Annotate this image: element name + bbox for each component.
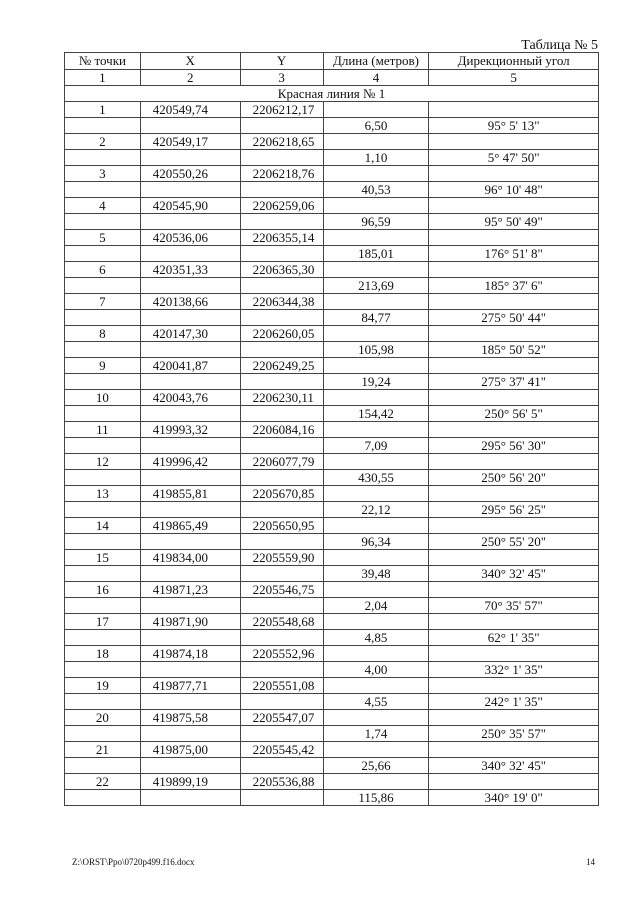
- header-x: X: [140, 53, 240, 70]
- column-number: 4: [323, 70, 429, 86]
- point-row: [65, 550, 599, 566]
- empty-cell: [323, 486, 429, 502]
- segment-length: 1,10: [323, 150, 429, 166]
- empty-cell: [429, 102, 599, 118]
- empty-cell: [429, 646, 599, 662]
- point-x: 419875,00: [140, 742, 240, 758]
- empty-cell: [65, 406, 141, 422]
- point-number: 17: [65, 614, 141, 630]
- empty-cell: [323, 422, 429, 438]
- point-row: [65, 390, 599, 406]
- point-x: 419871,90: [140, 614, 240, 630]
- empty-cell: [429, 486, 599, 502]
- empty-cell: [240, 342, 323, 358]
- point-number: 21: [65, 742, 141, 758]
- point-row: [65, 134, 599, 150]
- point-y: 2205552,96: [240, 646, 323, 662]
- segment-row: [65, 470, 599, 486]
- segment-length: 115,86: [323, 790, 429, 806]
- point-y: 2205536,88: [240, 774, 323, 790]
- point-number: 22: [65, 774, 141, 790]
- empty-cell: [429, 390, 599, 406]
- point-row: [65, 742, 599, 758]
- empty-cell: [429, 454, 599, 470]
- point-x: 420545,90: [140, 198, 240, 214]
- empty-cell: [240, 278, 323, 294]
- empty-cell: [240, 182, 323, 198]
- point-number: 1: [65, 102, 141, 118]
- point-row: [65, 774, 599, 790]
- segment-row: [65, 150, 599, 166]
- empty-cell: [323, 294, 429, 310]
- empty-cell: [65, 374, 141, 390]
- empty-cell: [65, 694, 141, 710]
- header-direction-angle: Дирекционный угол: [429, 53, 599, 70]
- empty-cell: [323, 358, 429, 374]
- point-y: 2206218,76: [240, 166, 323, 182]
- point-x: 419865,49: [140, 518, 240, 534]
- point-y: 2205670,85: [240, 486, 323, 502]
- empty-cell: [240, 534, 323, 550]
- point-x: 420549,17: [140, 134, 240, 150]
- point-number: 8: [65, 326, 141, 342]
- segment-row: [65, 438, 599, 454]
- point-number: 18: [65, 646, 141, 662]
- segment-length: 213,69: [323, 278, 429, 294]
- column-number-row: [65, 70, 599, 86]
- point-number: 15: [65, 550, 141, 566]
- empty-cell: [323, 518, 429, 534]
- empty-cell: [140, 214, 240, 230]
- point-number: 16: [65, 582, 141, 598]
- empty-cell: [140, 630, 240, 646]
- segment-row: [65, 566, 599, 582]
- empty-cell: [429, 230, 599, 246]
- point-row: [65, 358, 599, 374]
- empty-cell: [429, 134, 599, 150]
- footer-file-path: Z:\ORST\Ppo\0720p499.f16.docx: [72, 857, 195, 867]
- empty-cell: [240, 598, 323, 614]
- segment-length: 22,12: [323, 502, 429, 518]
- empty-cell: [429, 550, 599, 566]
- empty-cell: [240, 758, 323, 774]
- empty-cell: [65, 214, 141, 230]
- empty-cell: [323, 102, 429, 118]
- empty-cell: [140, 502, 240, 518]
- segment-angle: 70° 35' 57": [429, 598, 599, 614]
- segment-angle: 242° 1' 35": [429, 694, 599, 710]
- empty-cell: [140, 598, 240, 614]
- point-row: [65, 454, 599, 470]
- segment-row: [65, 630, 599, 646]
- section-title: Красная линия № 1: [65, 86, 599, 102]
- segment-angle: 250° 55' 20": [429, 534, 599, 550]
- segment-length: 154,42: [323, 406, 429, 422]
- point-y: 2205559,90: [240, 550, 323, 566]
- empty-cell: [429, 710, 599, 726]
- empty-cell: [65, 630, 141, 646]
- empty-cell: [240, 470, 323, 486]
- point-y: 2206212,17: [240, 102, 323, 118]
- point-number: 7: [65, 294, 141, 310]
- point-row: [65, 166, 599, 182]
- table-caption: Таблица № 5: [521, 38, 598, 53]
- empty-cell: [429, 262, 599, 278]
- empty-cell: [140, 758, 240, 774]
- point-x: 420041,87: [140, 358, 240, 374]
- point-y: 2206355,14: [240, 230, 323, 246]
- segment-angle: 340° 32' 45": [429, 758, 599, 774]
- point-y: 2206344,38: [240, 294, 323, 310]
- empty-cell: [240, 406, 323, 422]
- point-row: [65, 582, 599, 598]
- point-number: 20: [65, 710, 141, 726]
- segment-row: [65, 118, 599, 134]
- column-number: 2: [140, 70, 240, 86]
- segment-length: 4,55: [323, 694, 429, 710]
- segment-length: 84,77: [323, 310, 429, 326]
- empty-cell: [240, 214, 323, 230]
- table-body: [65, 102, 599, 806]
- column-number: 5: [429, 70, 599, 86]
- empty-cell: [323, 742, 429, 758]
- segment-angle: 185° 50' 52": [429, 342, 599, 358]
- point-number: 19: [65, 678, 141, 694]
- segment-angle: 185° 37' 6": [429, 278, 599, 294]
- segment-row: [65, 374, 599, 390]
- coordinates-table: [64, 52, 599, 806]
- segment-angle: 340° 19' 0": [429, 790, 599, 806]
- empty-cell: [323, 774, 429, 790]
- segment-angle: 332° 1' 35": [429, 662, 599, 678]
- empty-cell: [140, 278, 240, 294]
- segment-length: 105,98: [323, 342, 429, 358]
- segment-length: 1,74: [323, 726, 429, 742]
- point-x: 419993,32: [140, 422, 240, 438]
- empty-cell: [140, 374, 240, 390]
- point-row: [65, 198, 599, 214]
- point-y: 2206077,79: [240, 454, 323, 470]
- point-x: 420549,74: [140, 102, 240, 118]
- point-number: 12: [65, 454, 141, 470]
- segment-length: 25,66: [323, 758, 429, 774]
- empty-cell: [240, 118, 323, 134]
- header-y: Y: [240, 53, 323, 70]
- empty-cell: [323, 454, 429, 470]
- point-number: 9: [65, 358, 141, 374]
- empty-cell: [429, 358, 599, 374]
- point-number: 13: [65, 486, 141, 502]
- point-row: [65, 518, 599, 534]
- empty-cell: [323, 550, 429, 566]
- empty-cell: [65, 246, 141, 262]
- point-y: 2206218,65: [240, 134, 323, 150]
- empty-cell: [429, 422, 599, 438]
- point-y: 2206249,25: [240, 358, 323, 374]
- point-row: [65, 646, 599, 662]
- point-y: 2205650,95: [240, 518, 323, 534]
- point-x: 420147,30: [140, 326, 240, 342]
- point-x: 419871,23: [140, 582, 240, 598]
- empty-cell: [140, 246, 240, 262]
- segment-length: 40,53: [323, 182, 429, 198]
- empty-cell: [65, 534, 141, 550]
- empty-cell: [240, 566, 323, 582]
- point-x: 420550,26: [140, 166, 240, 182]
- point-x: 419877,71: [140, 678, 240, 694]
- point-row: [65, 230, 599, 246]
- segment-row: [65, 214, 599, 230]
- empty-cell: [240, 726, 323, 742]
- empty-cell: [65, 438, 141, 454]
- segment-length: 96,59: [323, 214, 429, 230]
- empty-cell: [65, 310, 141, 326]
- point-x: 419996,42: [140, 454, 240, 470]
- segment-row: [65, 182, 599, 198]
- empty-cell: [240, 246, 323, 262]
- point-y: 2206259,06: [240, 198, 323, 214]
- point-y: 2206260,05: [240, 326, 323, 342]
- segment-length: 7,09: [323, 438, 429, 454]
- empty-cell: [65, 150, 141, 166]
- empty-cell: [429, 518, 599, 534]
- column-number: 1: [65, 70, 141, 86]
- empty-cell: [240, 310, 323, 326]
- empty-cell: [323, 614, 429, 630]
- segment-row: [65, 246, 599, 262]
- point-row: [65, 102, 599, 118]
- segment-length: 430,55: [323, 470, 429, 486]
- point-y: 2206084,16: [240, 422, 323, 438]
- point-y: 2205551,08: [240, 678, 323, 694]
- empty-cell: [323, 134, 429, 150]
- segment-length: 4,85: [323, 630, 429, 646]
- empty-cell: [140, 790, 240, 806]
- point-x: 419875,58: [140, 710, 240, 726]
- empty-cell: [140, 470, 240, 486]
- column-number: 3: [240, 70, 323, 86]
- segment-angle: 250° 56' 5": [429, 406, 599, 422]
- empty-cell: [65, 790, 141, 806]
- point-number: 2: [65, 134, 141, 150]
- segment-row: [65, 342, 599, 358]
- point-y: 2205546,75: [240, 582, 323, 598]
- segment-row: [65, 758, 599, 774]
- point-row: [65, 486, 599, 502]
- empty-cell: [140, 150, 240, 166]
- segment-angle: 176° 51' 8": [429, 246, 599, 262]
- empty-cell: [429, 614, 599, 630]
- segment-row: [65, 406, 599, 422]
- point-row: [65, 678, 599, 694]
- empty-cell: [429, 198, 599, 214]
- empty-cell: [140, 566, 240, 582]
- segment-angle: 5° 47' 50": [429, 150, 599, 166]
- segment-row: [65, 694, 599, 710]
- empty-cell: [140, 406, 240, 422]
- empty-cell: [429, 582, 599, 598]
- segment-length: 39,48: [323, 566, 429, 582]
- empty-cell: [140, 438, 240, 454]
- empty-cell: [140, 310, 240, 326]
- segment-length: 2,04: [323, 598, 429, 614]
- empty-cell: [240, 502, 323, 518]
- header-row: [65, 53, 599, 70]
- point-x: 419874,18: [140, 646, 240, 662]
- empty-cell: [140, 662, 240, 678]
- empty-cell: [323, 230, 429, 246]
- point-x: 420536,06: [140, 230, 240, 246]
- empty-cell: [323, 646, 429, 662]
- empty-cell: [65, 662, 141, 678]
- point-row: [65, 326, 599, 342]
- empty-cell: [65, 182, 141, 198]
- empty-cell: [140, 534, 240, 550]
- segment-angle: 275° 37' 41": [429, 374, 599, 390]
- segment-angle: 95° 50' 49": [429, 214, 599, 230]
- point-y: 2205545,42: [240, 742, 323, 758]
- segment-angle: 295° 56' 25": [429, 502, 599, 518]
- empty-cell: [65, 118, 141, 134]
- point-x: 419855,81: [140, 486, 240, 502]
- empty-cell: [65, 566, 141, 582]
- segment-row: [65, 790, 599, 806]
- empty-cell: [429, 742, 599, 758]
- empty-cell: [429, 774, 599, 790]
- empty-cell: [140, 342, 240, 358]
- empty-cell: [65, 470, 141, 486]
- empty-cell: [323, 326, 429, 342]
- empty-cell: [240, 374, 323, 390]
- segment-angle: 96° 10' 48": [429, 182, 599, 198]
- segment-angle: 95° 5' 13": [429, 118, 599, 134]
- empty-cell: [429, 678, 599, 694]
- empty-cell: [429, 294, 599, 310]
- segment-angle: 275° 50' 44": [429, 310, 599, 326]
- segment-length: 96,34: [323, 534, 429, 550]
- segment-row: [65, 278, 599, 294]
- point-number: 6: [65, 262, 141, 278]
- empty-cell: [323, 262, 429, 278]
- empty-cell: [140, 694, 240, 710]
- empty-cell: [140, 726, 240, 742]
- point-row: [65, 422, 599, 438]
- segment-row: [65, 598, 599, 614]
- segment-length: 6,50: [323, 118, 429, 134]
- point-number: 5: [65, 230, 141, 246]
- point-row: [65, 614, 599, 630]
- point-row: [65, 294, 599, 310]
- empty-cell: [323, 166, 429, 182]
- empty-cell: [429, 166, 599, 182]
- segment-row: [65, 534, 599, 550]
- point-y: 2205547,07: [240, 710, 323, 726]
- empty-cell: [323, 678, 429, 694]
- empty-cell: [240, 438, 323, 454]
- segment-angle: 340° 32' 45": [429, 566, 599, 582]
- empty-cell: [240, 790, 323, 806]
- empty-cell: [429, 326, 599, 342]
- empty-cell: [65, 726, 141, 742]
- segment-angle: 62° 1' 35": [429, 630, 599, 646]
- point-x: 420138,66: [140, 294, 240, 310]
- point-number: 3: [65, 166, 141, 182]
- point-x: 419899,19: [140, 774, 240, 790]
- point-y: 2206365,30: [240, 262, 323, 278]
- header-point-number: № точки: [65, 53, 141, 70]
- point-number: 14: [65, 518, 141, 534]
- segment-row: [65, 726, 599, 742]
- empty-cell: [323, 582, 429, 598]
- empty-cell: [65, 598, 141, 614]
- point-number: 4: [65, 198, 141, 214]
- empty-cell: [323, 390, 429, 406]
- empty-cell: [240, 630, 323, 646]
- point-row: [65, 710, 599, 726]
- empty-cell: [240, 694, 323, 710]
- empty-cell: [140, 118, 240, 134]
- empty-cell: [240, 150, 323, 166]
- section-row: [65, 86, 599, 102]
- footer-page-number: 14: [586, 857, 595, 867]
- segment-row: [65, 310, 599, 326]
- segment-length: 19,24: [323, 374, 429, 390]
- point-number: 10: [65, 390, 141, 406]
- empty-cell: [65, 278, 141, 294]
- empty-cell: [65, 758, 141, 774]
- segment-angle: 250° 56' 20": [429, 470, 599, 486]
- empty-cell: [140, 182, 240, 198]
- empty-cell: [65, 342, 141, 358]
- point-row: [65, 262, 599, 278]
- segment-angle: 295° 56' 30": [429, 438, 599, 454]
- segment-row: [65, 502, 599, 518]
- empty-cell: [65, 502, 141, 518]
- point-number: 11: [65, 422, 141, 438]
- empty-cell: [323, 710, 429, 726]
- point-y: 2205548,68: [240, 614, 323, 630]
- point-x: 419834,00: [140, 550, 240, 566]
- point-x: 420351,33: [140, 262, 240, 278]
- empty-cell: [240, 662, 323, 678]
- segment-length: 185,01: [323, 246, 429, 262]
- segment-row: [65, 662, 599, 678]
- point-y: 2206230,11: [240, 390, 323, 406]
- header-length: Длина (метров): [323, 53, 429, 70]
- segment-angle: 250° 35' 57": [429, 726, 599, 742]
- point-x: 420043,76: [140, 390, 240, 406]
- segment-length: 4,00: [323, 662, 429, 678]
- empty-cell: [323, 198, 429, 214]
